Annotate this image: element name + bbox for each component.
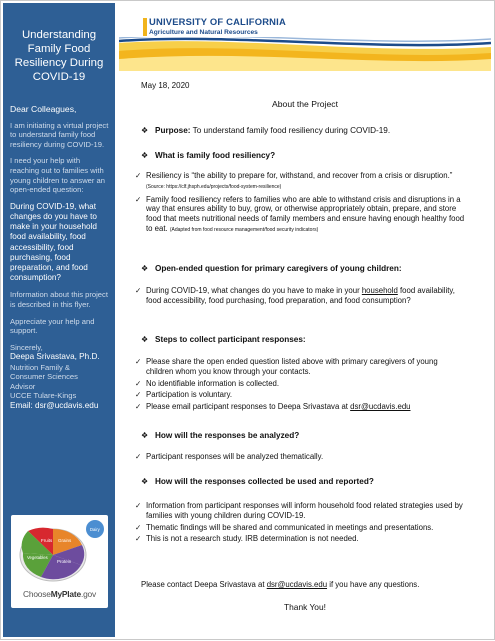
check-icon: ✓ bbox=[135, 390, 142, 400]
item-source: (Source: https://clf.jhsph.edu/projects/food-system-resilience) bbox=[146, 183, 282, 190]
steps-section bbox=[141, 335, 483, 345]
check-icon: ✓ bbox=[135, 522, 142, 532]
diamond-bullet-icon: ❖ bbox=[141, 126, 149, 135]
item-text: Thematic findings will be shared and communicated in meetings and presentations. bbox=[146, 522, 434, 532]
usage-heading: How will the responses collected be used and reported? bbox=[155, 477, 374, 486]
signature-block bbox=[10, 343, 110, 411]
check-icon: ✓ bbox=[135, 452, 142, 461]
analysis-heading: How will the responses be analyzed? bbox=[155, 431, 300, 440]
list-item bbox=[135, 523, 465, 533]
list-item bbox=[135, 286, 465, 306]
diamond-bullet-icon: ❖ bbox=[141, 264, 149, 273]
open-question-section bbox=[141, 264, 483, 274]
list-item bbox=[135, 357, 465, 377]
list-item bbox=[135, 390, 465, 400]
doc-heading: About the Project bbox=[272, 99, 338, 109]
author-email[interactable]: Email: dsr@ucdavis.edu bbox=[10, 400, 99, 410]
myplate-graphic bbox=[11, 515, 108, 589]
item-text: During COVID-19, what changes do you have to make in your bbox=[146, 286, 362, 295]
item-text: This is not a research study. IRB determination is not needed. bbox=[146, 534, 359, 544]
info-paragraph: Information about this project is described in this flyer. bbox=[10, 290, 108, 309]
open-question-list bbox=[135, 286, 465, 308]
resiliency-heading: What is family food resiliency? bbox=[155, 151, 276, 160]
list-item bbox=[135, 195, 465, 236]
contact-line bbox=[141, 580, 419, 590]
caption-brand: MyPlate bbox=[50, 589, 81, 599]
resiliency-section bbox=[141, 151, 483, 161]
check-icon: ✓ bbox=[135, 534, 142, 544]
item-text: Participation is voluntary. bbox=[146, 390, 233, 400]
contact-text: Please contact Deepa Srivastava at bbox=[141, 580, 267, 589]
plate-protein-label: Protein bbox=[57, 559, 72, 564]
purpose-text: To understand family food resiliency during COVID-19. bbox=[190, 126, 391, 135]
diamond-bullet-icon: ❖ bbox=[141, 151, 149, 160]
thank-you: Thank You! bbox=[284, 602, 326, 612]
item-text: Information from participant responses will inform household food related strategies used by families with young children during COVID-19. bbox=[146, 501, 463, 520]
sincerely: Sincerely, bbox=[10, 342, 43, 352]
author-name: Deepa Srivastava, Ph.D. bbox=[10, 352, 100, 362]
check-icon: ✓ bbox=[135, 357, 142, 366]
myplate-logo bbox=[11, 515, 108, 608]
item-source: (Adapted from food resource management/food security indicators) bbox=[169, 226, 319, 233]
author-title-2: Consumer Sciences bbox=[10, 372, 78, 382]
caption-prefix: Choose bbox=[23, 589, 51, 599]
org-subtitle: Agriculture and Natural Resources bbox=[149, 29, 258, 36]
author-title-3: Advisor bbox=[10, 381, 36, 391]
author-title-4: UCCE Tulare-Kings bbox=[10, 391, 77, 401]
check-icon: ✓ bbox=[135, 501, 142, 510]
list-item bbox=[135, 452, 465, 462]
sidebar-question: During COVID-19, what changes do you have to make in your household food availability, food accessibility, food purchasing, food preparation, and food consumption? bbox=[10, 201, 97, 283]
item-text: Family food resiliency refers to families who are able to withstand crisis and disruptions in a way that ensures ability to buy, grow, or otherwise appropriately obtain, prepare, and store food that meets nutritional needs of family members and ensure having enough healthy food to eat. bbox=[146, 194, 465, 233]
intro-paragraph: I am initiating a virtual project to understand family food resiliency during COVID-19. bbox=[10, 120, 109, 149]
item-text: Resiliency is “the ability to prepare for, withstand, and recover from a crisis or disruption.” bbox=[146, 171, 453, 180]
resiliency-list bbox=[135, 171, 465, 238]
open-question-heading: Open-ended question for primary caregivers of young children: bbox=[155, 264, 402, 273]
plate-dairy-label: Dairy bbox=[90, 527, 100, 532]
email-link[interactable]: dsr@ucdavis.edu bbox=[350, 402, 411, 412]
item-text: Participant responses will be analyzed thematically. bbox=[146, 452, 324, 461]
plate-vegetables-label: Vegetables bbox=[27, 555, 48, 560]
list-item bbox=[135, 379, 465, 389]
diamond-bullet-icon: ❖ bbox=[141, 477, 149, 486]
org-name: UNIVERSITY OF CALIFORNIA bbox=[149, 16, 286, 27]
plate-grains-label: Grains bbox=[58, 538, 72, 543]
analysis-list bbox=[135, 452, 465, 464]
main-content bbox=[119, 1, 491, 641]
header-banner bbox=[119, 37, 491, 71]
uc-mark-icon bbox=[143, 18, 148, 36]
diamond-bullet-icon: ❖ bbox=[141, 335, 149, 344]
myplate-caption bbox=[11, 589, 108, 599]
diamond-bullet-icon: ❖ bbox=[141, 431, 149, 440]
analysis-section bbox=[141, 431, 483, 441]
item-text: food availability, food accessibility, food purchasing, food preparation, and food consumption? bbox=[146, 286, 455, 305]
sidebar-title: Understanding Family Food Resiliency During COVID-19 bbox=[14, 29, 104, 83]
caption-suffix: .gov bbox=[80, 589, 96, 599]
check-icon: ✓ bbox=[135, 286, 142, 295]
list-item bbox=[135, 501, 465, 521]
contact-text: if you have any questions. bbox=[327, 580, 420, 589]
steps-heading: Steps to collect participant responses: bbox=[155, 335, 306, 344]
check-icon: ✓ bbox=[135, 171, 142, 180]
steps-list bbox=[135, 357, 465, 414]
list-item bbox=[135, 402, 465, 412]
plate-fruits-label: Fruits bbox=[41, 538, 53, 543]
sidebar bbox=[3, 3, 115, 637]
list-item bbox=[135, 534, 465, 544]
list-item bbox=[135, 171, 465, 193]
usage-section bbox=[141, 477, 483, 487]
help-paragraph: I need your help with reaching out to families with young children to answer an open-ended question: bbox=[10, 156, 105, 195]
author-title-1: Nutrition Family & bbox=[10, 362, 70, 372]
purpose-label: Purpose: bbox=[155, 126, 191, 135]
item-text: Please share the open ended question listed above with primary caregivers of young children whom you know through your contacts. bbox=[146, 357, 438, 376]
item-underline: household bbox=[361, 286, 398, 295]
check-icon: ✓ bbox=[135, 402, 142, 412]
check-icon: ✓ bbox=[135, 194, 142, 204]
contact-email-link[interactable]: dsr@ucdavis.edu bbox=[266, 580, 328, 589]
greeting: Dear Colleagues, bbox=[10, 104, 77, 114]
check-icon: ✓ bbox=[135, 378, 142, 388]
appreciation-paragraph: Appreciate your help and support. bbox=[10, 316, 95, 336]
doc-date: May 18, 2020 bbox=[141, 81, 190, 90]
item-text: Please email participant responses to Deepa Srivastava at bbox=[146, 402, 351, 412]
purpose-section bbox=[141, 126, 483, 136]
usage-list bbox=[135, 501, 465, 546]
item-text: No identifiable information is collected. bbox=[146, 378, 280, 388]
